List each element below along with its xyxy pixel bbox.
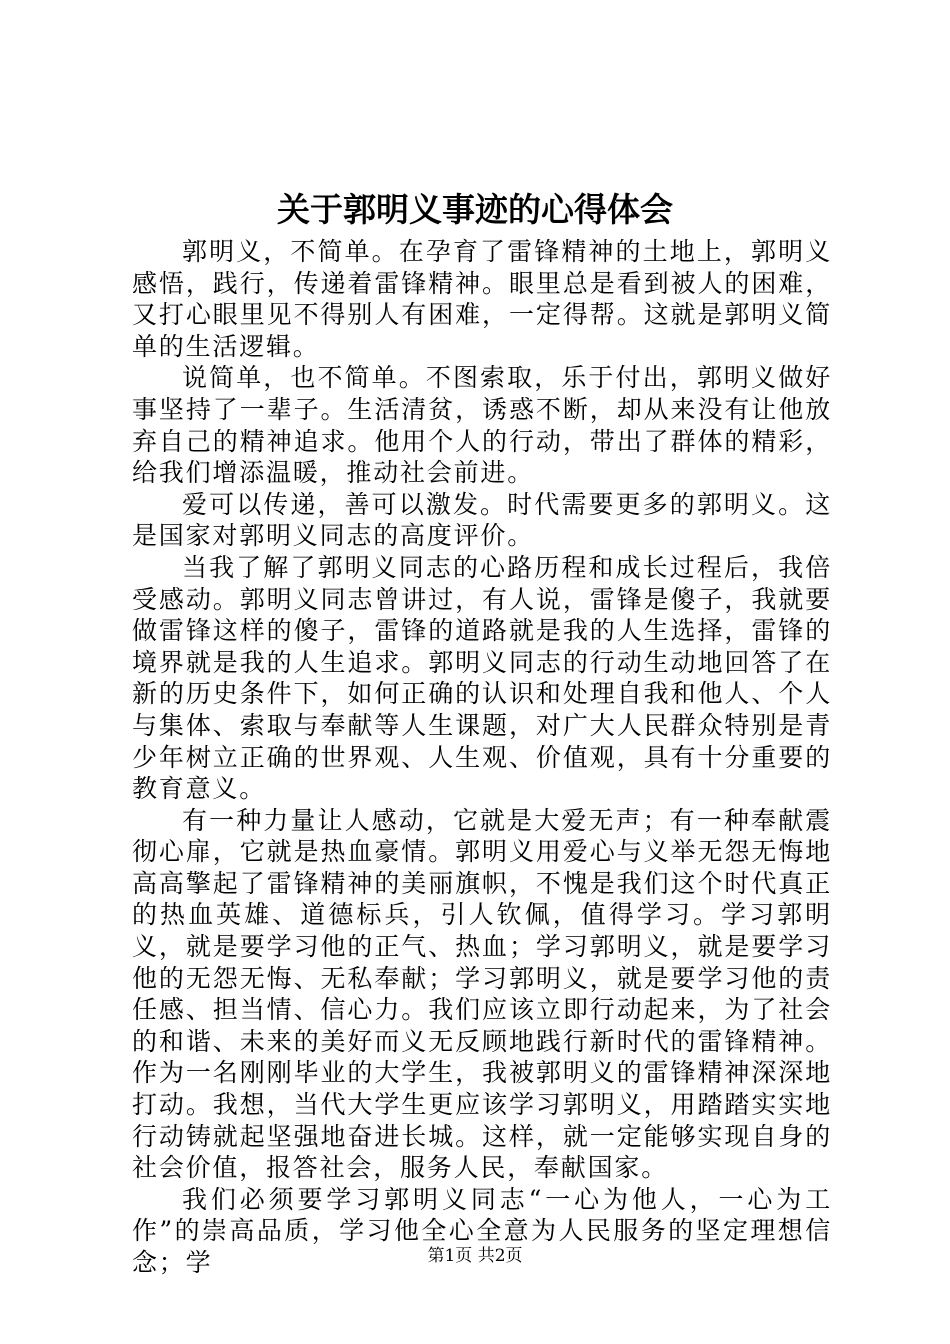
page-footer: 第1页 共2页 (427, 1246, 523, 1266)
paragraph-6: 我们必须要学习郭明义同志“一心为他人，一心为工作”的崇高品质，学习他全心全意为人民服务的坚定理想信念；学 (132, 1184, 832, 1277)
paragraph-1: 郭明义，不简单。在孕育了雷锋精神的土地上，郭明义感悟，践行，传递着雷锋精神。眼里总是看到被人的困难，又打心眼里见不得别人有困难，一定得帮。这就是郭明义简单的生活逻辑。 (132, 237, 832, 361)
paragraph-3: 爱可以传递，善可以激发。时代需要更多的郭明义。这是国家对郭明义同志的高度评价。 (132, 489, 832, 551)
paragraph-5: 有一种力量让人感动，它就是大爱无声；有一种奉献震彻心扉，它就是热血豪情。郭明义用爱心与义举无怨无悔地高高擎起了雷锋精神的美丽旗帜，不愧是我们这个时代真正的热血英雄、道德标兵，引人钦佩，值得学习。学习郭明义，就是要学习他的正气、热血；学习郭明义，就是要学习他的无怨无悔、无私奉献；学习郭明义，就是要学习他的责任感、担当情、信心力。我们应该立即行动起来，为了社会的和谐、未来的美好而义无反顾地践行新时代的雷锋精神。作为一名刚刚毕业的大学生，我被郭明义的雷锋精神深深地打动。我想，当代大学生更应该学习郭明义，用踏踏实实地行动铸就起坚强地奋进长城。这样，就一定能够实现自身的社会价值，报答社会，服务人民，奉献国家。 (132, 805, 832, 1183)
paragraph-4: 当我了解了郭明义同志的心路历程和成长过程后，我倍受感动。郭明义同志曾讲过，有人说，雷锋是傻子，我就要做雷锋这样的傻子，雷锋的道路就是我的人生选择，雷锋的境界就是我的人生追求。郭明义同志的行动生动地回答了在新的历史条件下，如何正确的认识和处理自我和他人、个人与集体、索取与奉献等人生课题，对广大人民群众特别是青少年树立正确的世界观、人生观、价值观，具有十分重要的教育意义。 (132, 552, 832, 804)
document-body (132, 236, 832, 1279)
page-title: 关于郭明义事迹的心得体会 (277, 190, 673, 229)
paragraph-2: 说简单，也不简单。不图索取，乐于付出，郭明义做好事坚持了一辈子。生活清贫，诱惑不断，却从来没有让他放弃自己的精神追求。他用个人的行动，带出了群体的精彩，给我们增添温暖，推动社会前进。 (132, 363, 832, 488)
